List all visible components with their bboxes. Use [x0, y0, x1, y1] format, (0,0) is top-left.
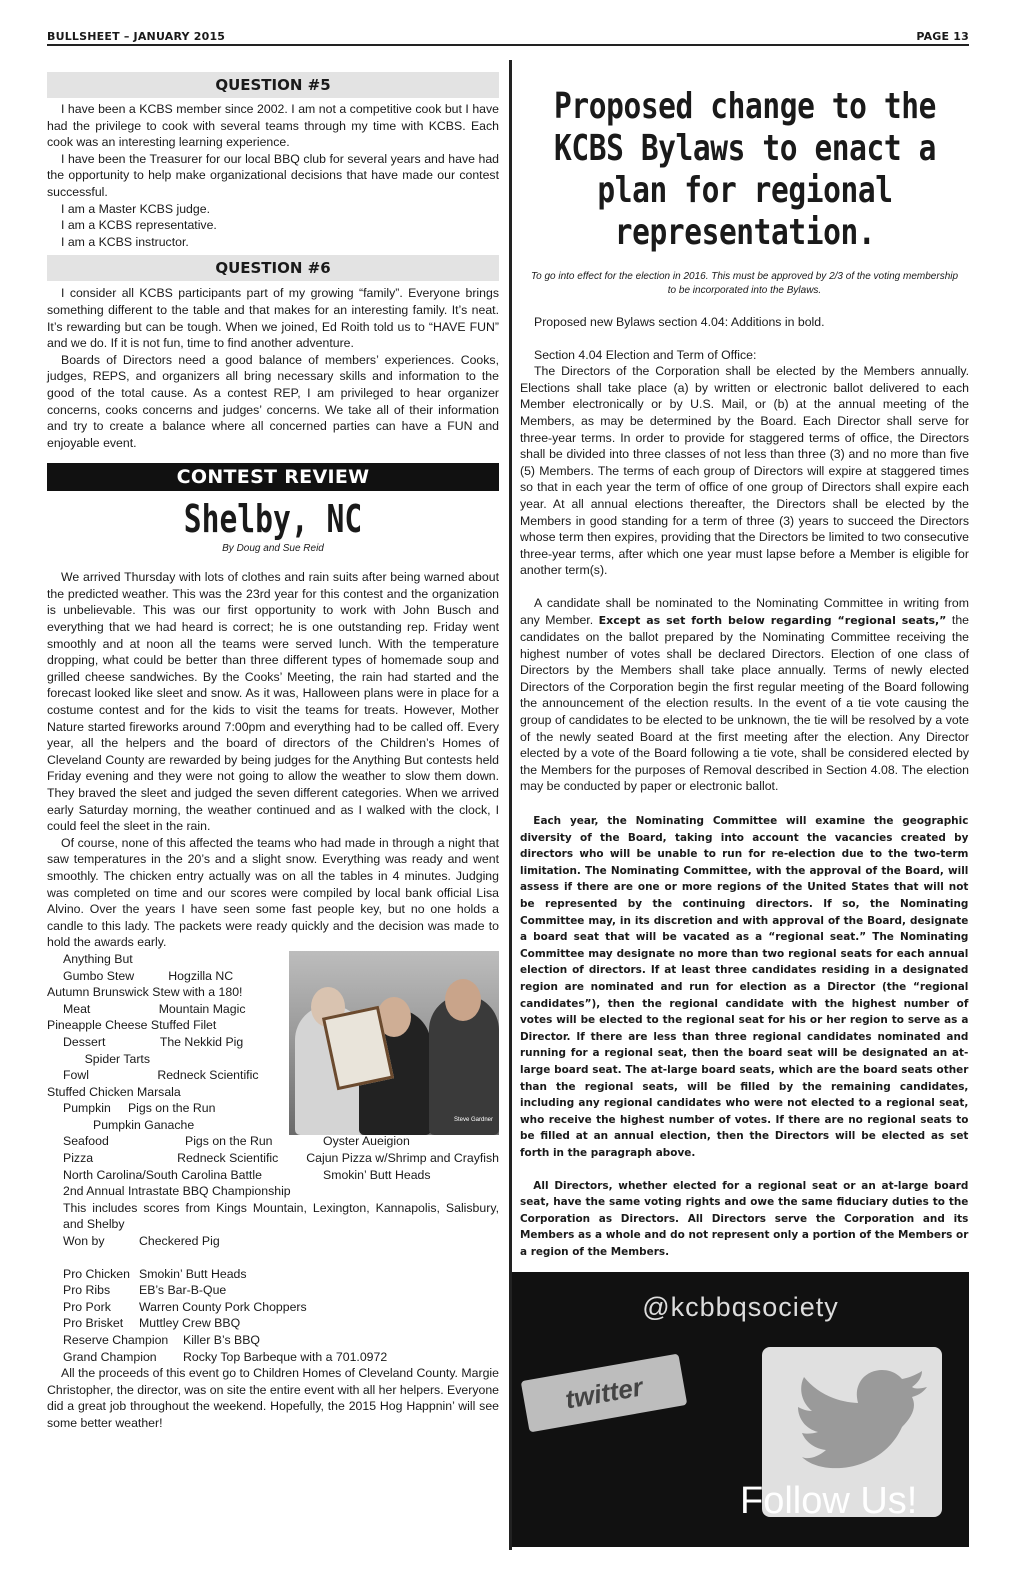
list-item: Dessert The Nekkid Pig Spider Tarts [63, 1034, 244, 1066]
paragraph: Of course, none of this affected the teams who had made in through a night that saw temperatures in the 20’s and a slight snow. Everything was ready and went smoothly. The chicken entry actually was on all the tables in 4 minutes. Judging was completed on time and our scores were compiled by local bank official Lisa Alvino. Over the years I have seen some fast people key, but no one holds a candle to this lady. The packets were ready quickly and the decision was made to hold the awards early. [47, 835, 499, 950]
twitter-handle: @kcbbqsociety [642, 1292, 839, 1322]
paragraph: A candidate shall be nominated to the Nominating Committee in writing from any Member. Except as set forth below regarding “regional seats,” the candidates on the ballot prepared by the Nominating Committee receiving the highest number of votes shall be declared Directors. Election of one class of Directors by the Members shall take place annually. Terms of newly elected Directors of the Corporation begin the first regular meeting of the Board following the announcement of the election results. In the event of a tie vote causing the group of candidates to be elected to be unknown, the tie will be resolved by a vote of the newly seated Board at the first meeting after the election. Any Director elected by a vote of the Board following a tie vote, shall be considered elected by the Members for the purposes of Removal described in Section 4.08. The election may be conducted by paper or electronic ballot. [520, 595, 970, 794]
twitter-ad [512, 1272, 969, 1547]
left-column [47, 72, 499, 1432]
paragraph: Each year, the Nominating Committee will examine the geographic diversity of the Board, taking into account the vacancies created by directors who will be unable to run for re-election due to the two-term limitation. The Nominating Committee, with the approval of the Board, will assess if there are one or more regions of the United States that will not be represented by the continuing directors. If so, the Nominating Committee may, in its discretion and with approval of the Board, designate a board seat that will be vacated as a “regional seat.” The Nominating Committee may designate no more than two regional seats for each annual election of directors. If at least three candidates residing in a designated region are nominated and run for election as a Director (the “regional candidates”), then the regional candidate with the highest number of votes will be elected to the regional seat for his or her region to serve as a Director. If there are less than three regional candidates nominated and running for a regional seat, then the board seat will be designated an at-large board seat. The at-large board seats, which are the board seats other than the regional seats, will be filled by the remaining candidates, including any regional candidates who were not elected to a regional seat, who receive the highest number of votes. If there are no regional seats to be filled at an annual election, then the Directors will be elected as set forth in the paragraph above. [520, 814, 969, 1159]
list-item: Won by Checkered Pig [63, 1234, 220, 1249]
bylaws-title: Proposed change to the KCBS Bylaws to enact a plan for regional representation. [554, 86, 936, 253]
contest-review-banner: CONTEST REVIEW [47, 463, 499, 491]
list-item: Grand Champion Rocky Top Barbeque with a 701.0972 [63, 1349, 388, 1364]
list-item: Gumbo Stew Hogzilla NC Autumn Brunswick Stew with a 180! [47, 968, 243, 1000]
paragraph: I am a Master KCBS judge. [61, 201, 210, 216]
twitter-sign-icon: twitter [521, 1354, 688, 1433]
list-item: Seafood Pigs on the Run Oyster Aueigion [63, 1134, 410, 1149]
list-item: Pizza Redneck Scientific Cajun Pizza w/Shrimp and Crayfish [63, 1151, 499, 1166]
paragraph: Proposed new Bylaws section 4.04: Additions in bold. [534, 315, 825, 329]
list-item: Pumpkin Pigs on the Run Pumpkin Ganache [63, 1101, 216, 1132]
review-closing: All the proceeds of this event go to Children Homes of Cleveland County. Margie Christopher, the director, was on site the entire event with all her helpers. Everyone did a great job throughout the weekend. Hopefully, the 2015 Hog Happnin’ will see some better weather! [47, 1366, 499, 1430]
list-item: Meat Mountain Magic Pineapple Cheese Stuffed Filet [47, 1001, 246, 1033]
list-item: Pro Pork Warren County Pork Choppers [63, 1299, 307, 1314]
follow-us-text: Follow Us! [740, 1480, 918, 1522]
paragraph: Section 4.04 Election and Term of Office: [534, 347, 757, 362]
question-5-heading: QUESTION #5 [47, 72, 499, 98]
list-item: Fowl Redneck Scientific Stuffed Chicken Marsala [47, 1068, 259, 1099]
winners-photo [289, 951, 499, 1135]
review-title: Shelby, NC [183, 497, 363, 542]
list-item: Anything But [63, 951, 133, 966]
question-5-answer [47, 101, 499, 250]
page-header [47, 28, 969, 46]
page-number: PAGE 13 [916, 30, 969, 43]
paragraph: I am a KCBS instructor. [61, 234, 189, 249]
paragraph: I consider all KCBS participants part of my growing “family”. Everyone brings something different to the table and that makes for an interesting family. It’s neat. It’s rewarding but can be tough. When we joined, Ed Roith told us to “HAVE FUN” and we do. If it is not fun, time to find another adventure. [47, 286, 499, 351]
paragraph: I have been a KCBS member since 2002. I am not a competitive cook but I have had the privilege to cook with several teams through my time with KCBS. Each cook was an interesting learning experience. [47, 102, 499, 150]
list-item: This includes scores from Kings Mountain, Lexington, Kannapolis, Salisbury, and Shelby [63, 1200, 499, 1232]
list-item: Pro Brisket Muttley Crew BBQ [63, 1316, 241, 1331]
results-list [47, 951, 499, 1432]
list-item: 2nd Annual Intrastate BBQ Championship [63, 1184, 291, 1199]
paragraph: I am a KCBS representative. [61, 218, 217, 233]
bylaws-note: To go into effect for the election in 2016. This must be approved by 2/3 of the voting membership to be incorporated into the Bylaws. [530, 271, 959, 296]
paragraph: The Directors of the Corporation shall be elected by the Members annually. Elections shall take place (a) by written or electronic ballot delivered to each Member electronically or by U.S. Mail, or (b) at the annual meeting of the Members, as may be determined by the Board. Each Director shall serve for three-year terms. In order to provide for staggered terms of office, the Directors shall be divided into three classes of not less than three (3) and no more than five (5) Members. The terms of each group of Directors will expire at staggered times so that in each year the term of office of one group of Directors shall expire each year. At all annual elections thereafter, the Directors shall be elected by the Members in good standing for a term of three (3) years to succeed the Directors whose term then expires, providing that the Directors be limited to two consecutive three-year terms, after which one year must lapse before a Member is eligible for another term(s). [520, 364, 969, 578]
review-byline: By Doug and Sue Reid [222, 543, 324, 555]
bylaws-body [520, 314, 969, 795]
list-item: Pro Ribs EB’s Bar-B-Que [63, 1283, 227, 1298]
paragraph: Boards of Directors need a good balance of members’ experiences. Cooks, judges, REPS, and organizers all bring necessary skills and information to the good of the total cause. As a contest REP, I am privileged to hear organizer concerns, cooks concerns and judges’ concerns. We take all of their information and try to create a balance where all concerned parties can have a FUN and enjoyable event. [47, 352, 499, 450]
paragraph: I have been the Treasurer for our local BBQ club for several years and have had the opportunity to help make organizational decisions that have made our contest successful. [47, 151, 499, 199]
list-item: Pro Chicken Smokin’ Butt Heads [63, 1266, 247, 1281]
paragraph: We arrived Thursday with lots of clothes and rain suits after being warned about the predicted weather. This was the 23rd year for this contest and the organization is unbelievable. This was our first opportunity to work with John Busch and everything that we had heard is correct; he is one outstanding rep. Friday went smoothly and at noon all the teams were served lunch. With the temperature dropping, what could be better than three different types of homemade soup and grilled cheese sandwiches. By the Cooks’ Meeting, the rain had started and the forecast looked like sleet and snow. As it was, Halloween plans were in place for a costume contest and for the kids to visit the teams for treats. However, Mother Nature started fireworks around 7:00pm and everything had to be called off. Every year, all the helpers and the board of directors of the Children’s Homes of Cleveland County are rewarded by being judges for the Anything But contests held Friday evening and they were not going to allow the weather to slow them down. They braved the sleet and judged the seven different categories. When we arrived early Saturday morning, the weather continued and as I walked with the clock, I could feel the sleet in the rain. [47, 570, 499, 834]
publication-name: BULLSHEET – JANUARY 2015 [47, 30, 226, 43]
right-column [520, 86, 969, 1260]
photo-credit: Steve Gardner [453, 1117, 493, 1124]
list-item: Reserve Champion Killer B’s BBQ [63, 1333, 260, 1347]
list-item: North Carolina/South Carolina Battle Smokin’ Butt Heads [63, 1167, 431, 1182]
paragraph: All Directors, whether elected for a regional seat or an at-large board seat, have the same voting rights and owe the same fiduciary duties to the Corporation as Directors. All Directors serve the Corporation and its Members as a whole and do not represent only a portion of the Members or a region of the Members. [520, 1178, 969, 1258]
question-6-heading: QUESTION #6 [47, 255, 499, 281]
question-6-answer [47, 285, 499, 451]
review-body [47, 569, 499, 951]
bylaws-bold-additions [520, 813, 968, 1260]
